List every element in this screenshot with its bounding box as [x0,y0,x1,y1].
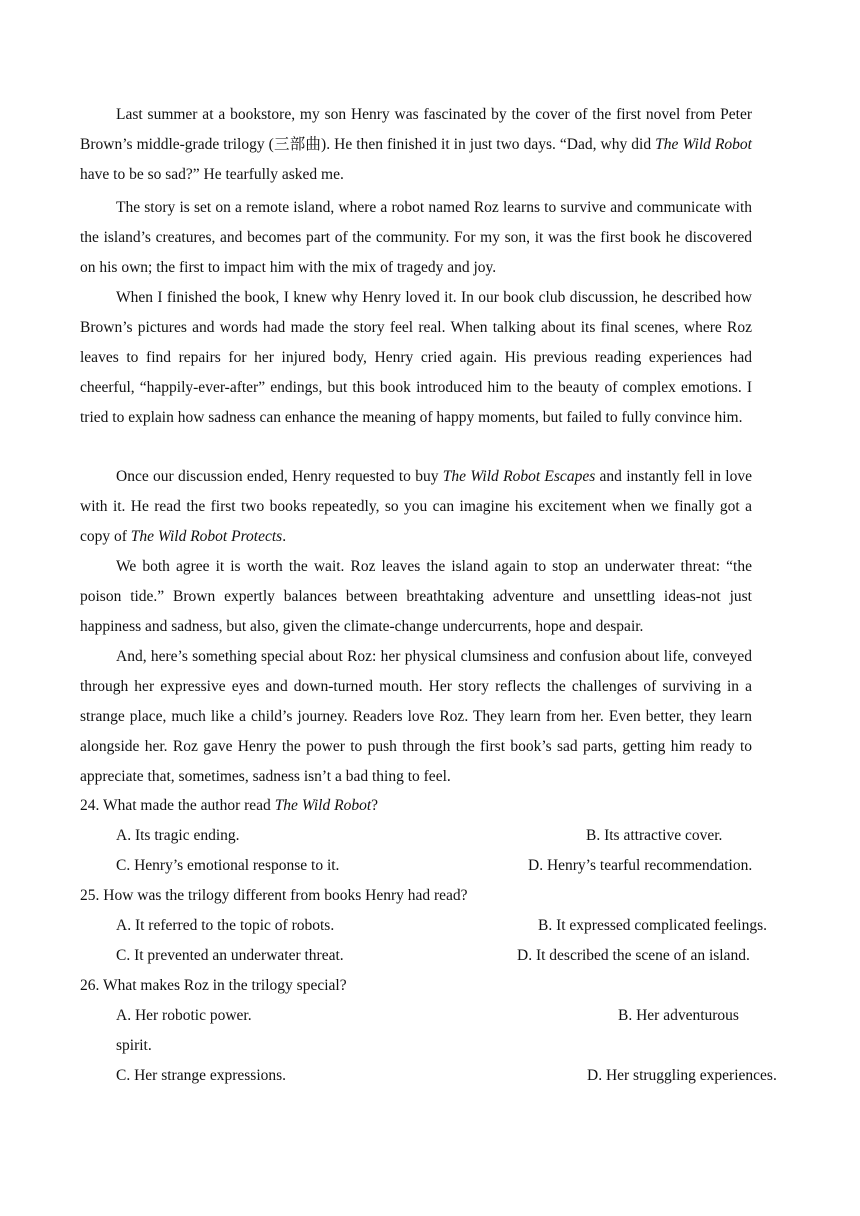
text-run: Once our discussion ended, Henry requested to buy [116,468,443,485]
text-run: And, here’s something special about Roz: her physical clumsiness and confusion about life, conveyed through her expressive eyes and down-turned mouth. Her story reflects the challenges of surviving in a strange place, much like a child’s journey. Readers love Roz. They learn from her. Even better, they learn alongside her. Roz gave Henry the power to push through the first book’s sad parts, getting him ready to appreciate that, sometimes, sadness isn’t a bad thing to feel. [80,648,752,785]
question-25-option-b[interactable]: B. It expressed complicated feelings. [538,917,767,934]
question-26-stem: 26. What makes Roz in the trilogy special? [80,977,347,994]
text-run: The story is set on a remote island, where a robot named Roz learns to survive and communicate with the island’s creatures, and becomes part of the community. For my son, it was the first book he discovered on his own; the first to impact him with the mix of tragedy and joy. [80,199,752,276]
question-25-stem: 25. How was the trilogy different from books Henry had read? [80,887,468,904]
text-run: We both agree it is worth the wait. Roz leaves the island again to stop an underwater threat: “the poison tide.” Brown expertly balances between breathtaking adventure and unsettling ideas-not just happiness and sadness, but also, given the climate-change undercurrents, hope and despair. [80,558,752,635]
question-25-option-d[interactable]: D. It described the scene of an island. [517,947,750,964]
question-26-option-b[interactable]: B. Her adventurous [618,1007,739,1024]
passage-paragraph-2 [80,193,752,283]
passage-paragraph-5 [80,552,752,642]
question-24-stem [80,791,378,821]
passage-paragraph-6 [80,642,752,792]
question-26-option-a[interactable]: A. Her robotic power. [116,1007,252,1024]
question-26-option-c[interactable]: C. Her strange expressions. [116,1067,287,1084]
book-title: The Wild Robot Protects [130,528,283,545]
book-title: The Wild Robot [274,797,372,814]
question-26-option-d[interactable]: D. Her struggling experiences. [587,1067,777,1084]
passage-paragraph-4 [80,462,752,552]
question-24-option-a[interactable]: A. Its tragic ending. [116,827,240,844]
question-26-option-b-wrap: spirit. [116,1037,152,1054]
question-25-option-c[interactable]: C. It prevented an underwater threat. [116,947,344,964]
passage-paragraph-3 [80,283,752,433]
book-title: The Wild Robot Escapes [442,468,596,485]
text-run: and instantly fell in love with it. He read the first two books repeatedly, so you can imagine his excitement when we finally got a copy of [80,468,752,545]
book-title: The Wild Robot [655,136,752,153]
text-run: have to be so sad?” He tearfully asked me. [80,166,344,183]
question-24-option-c[interactable]: C. Henry’s emotional response to it. [116,857,340,874]
question-24-option-d[interactable]: D. Henry’s tearful recommendation. [528,857,753,874]
passage-paragraph-1 [80,100,752,190]
text-run: When I finished the book, I knew why Henry loved it. In our book club discussion, he described how Brown’s pictures and words had made the story feel real. When talking about its final scenes, where Roz leaves to find repairs for her injured body, Henry cried again. His previous reading experiences had cheerful, “happily-ever-after” endings, but this book introduced him to the beauty of complex emotions. I tried to explain how sadness can enhance the meaning of happy moments, but failed to fully convince him. [80,289,752,426]
question-25-option-a[interactable]: A. It referred to the topic of robots. [116,917,335,934]
text-run: ? [371,797,379,814]
text-run: 24. What made the author read [80,797,275,814]
text-run: . [282,528,287,545]
question-24-option-b[interactable]: B. Its attractive cover. [586,827,723,844]
text-run: Last summer at a bookstore, my son Henry was fascinated by the cover of the first novel from Peter Brown’s middle-grade trilogy (三部曲). He then finished it in just two days. “Dad, why did [80,106,752,153]
